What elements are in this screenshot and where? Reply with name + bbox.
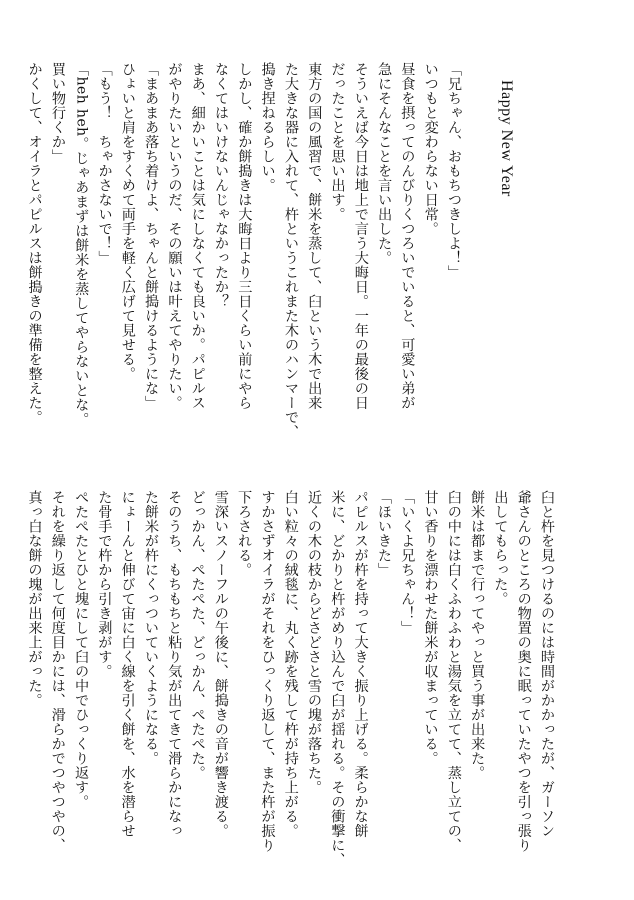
text-line: パピルスが杵を持って大きく振り上げる。柔らかな餅 — [352, 490, 369, 838]
text-line: 近くの木の枝からどさどさと雪の塊が落ちた。 — [306, 490, 323, 795]
page-title: Happy New Year — [498, 80, 515, 197]
text-line: 搗き捏ねるらしい。 — [259, 62, 276, 193]
text-line: ぺたぺたとひと塊にして臼の中でひっくり返す。 — [73, 490, 90, 809]
top-text-block — [26, 62, 465, 442]
text-line: しかし、確か餅搗きは大晦日より三日くらい前にやら — [236, 62, 253, 410]
text-line: だったことを思い出す。 — [329, 62, 346, 222]
text-line: それを繰り返して何度目かには、滑らかでつやつやの、 — [49, 490, 66, 853]
text-line: 東方の国の風習で、餅米を蒸して、臼という木で出来 — [306, 62, 323, 410]
text-line: 甘い香りを漂わせた餅米が収まっている。 — [422, 490, 439, 766]
text-line: がやりたいというのだ、その願いは叶えてやりたい。 — [166, 62, 183, 410]
text-line: 出してもらった。 — [492, 490, 509, 606]
text-line: なくてはいけないんじゃなかったか？ — [213, 62, 230, 309]
text-line: た餅米が杵にくっついていくようになる。 — [142, 490, 159, 766]
text-line: 「まあまあ落ち着けよ、ちゃんと餅搗けるようにな」 — [143, 62, 160, 410]
text-line: 臼と杵を見つけるのには時間がかかったが、ガーソン — [539, 490, 555, 838]
text-line: 「heh heh。じゃあまずは餅米を蒸してやらないとな。 — [73, 62, 90, 427]
text-line: た大きな器に入れて、杵というこれまた木のハンマーで、 — [282, 62, 299, 439]
text-line: 下ろされる。 — [236, 490, 253, 577]
text-line: 雪深いスノーフルの午後に、餅搗きの音が響き渡る。 — [212, 490, 229, 838]
text-line: 「ほいきた」 — [375, 490, 392, 577]
text-line: すかさずオイラがそれをひっくり返して、また杵が振り — [259, 490, 276, 853]
text-line: かくして、オイラとパピルスは餅搗きの準備を整えた。 — [26, 62, 43, 425]
text-line: まあ、細かいことは気にしなくても良いか。パピルス — [189, 62, 206, 410]
text-line: そのうち、もちもちと粘り気が出てきて滑らかになっ — [166, 490, 183, 838]
text-line: 米に、どかりと杵がめり込んで臼が揺れる。その衝撃に、 — [329, 490, 346, 867]
text-line: どっかん、ぺたぺた、どっかん、ぺたぺた。 — [189, 490, 206, 780]
text-line: 「もう！ ちゃかさないで！」 — [96, 62, 113, 265]
text-line: 白い粒々の絨毯に、丸く跡を残して杵が持ち上がる。 — [282, 490, 299, 838]
text-line: そういえば今日は地上で言う大晦日。一年の最後の日 — [352, 62, 369, 410]
text-line: いつもと変わらない日常。 — [422, 62, 439, 236]
text-line: 臼の中には白くふわふわと湯気を立てて、蒸し立ての、 — [445, 490, 462, 853]
text-line: 買い物行くか」 — [49, 62, 66, 164]
text-line: た骨手で杵から引き剥がす。 — [96, 490, 113, 679]
text-line: 真っ白な餅の塊が出来上がった。 — [26, 490, 43, 708]
text-line: 爺さんのところの物置の奥に眠っていたやつを引っ張り — [515, 490, 532, 853]
text-line: 餅米は都まで行ってやっと買う事が出来た。 — [469, 490, 486, 780]
text-line: 「いくよ兄ちゃん！」 — [399, 490, 416, 635]
text-line: にょーんと伸びて宙に白く線を引く餅を、水を潜らせ — [119, 490, 136, 838]
text-line: 「兄ちゃん、おもちつきしよ！」 — [446, 62, 462, 280]
bottom-text-block — [26, 490, 558, 870]
text-line: 急にそんなことを言い出した。 — [376, 62, 393, 265]
text-line: ひょいと肩をすくめて両手を軽く広げて見せる。 — [119, 62, 136, 381]
text-line: 昼食を摂ってのんびりくつろいでいると、可愛い弟が — [399, 62, 416, 410]
